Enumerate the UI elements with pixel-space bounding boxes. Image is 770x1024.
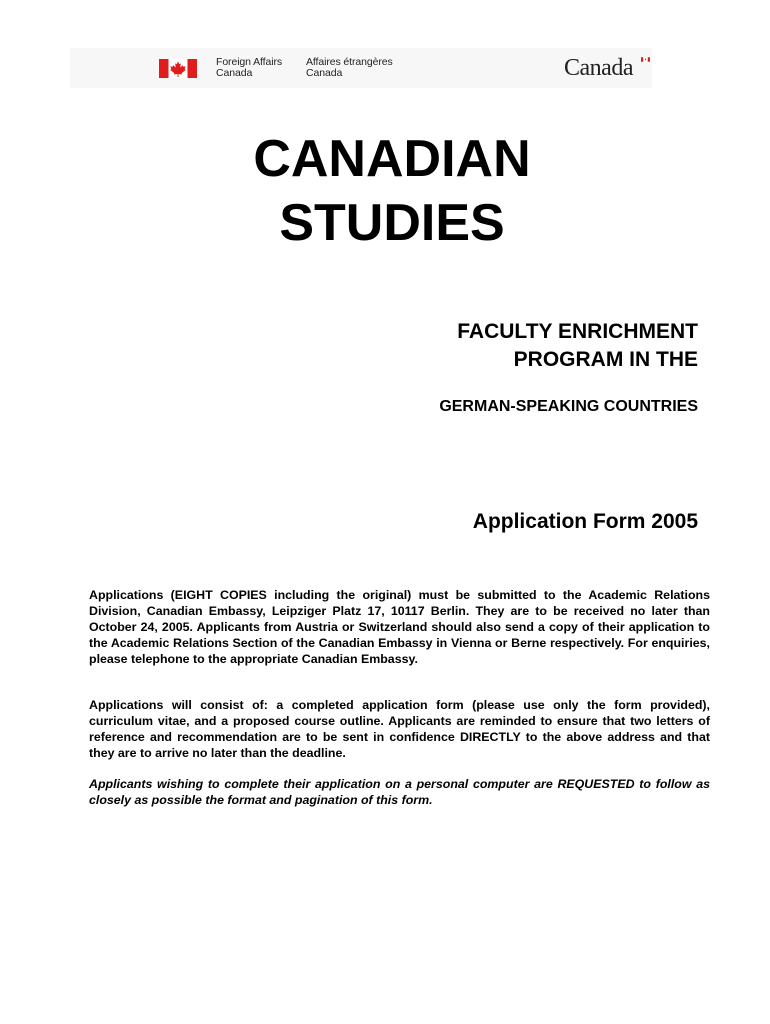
department-en-line-1: Foreign Affairs — [216, 56, 283, 68]
program-subtitle-line-2: PROGRAM IN THE — [513, 348, 698, 371]
canada-flag-icon — [158, 59, 198, 78]
wordmark-flag-icon — [641, 57, 650, 62]
department-name-english — [216, 57, 282, 79]
form-title: Application Form 2005 — [472, 510, 698, 533]
main-title — [0, 127, 770, 255]
instructions-paragraph-format: Applicants wishing to complete their application on a personal computer are REQUESTED to follow as closely as possible the format and pagination of this form. — [89, 777, 710, 807]
instructions-paragraph-contents: Applications will consist of: a completed application form (please use only the form provided), curriculum vitae, and a proposed course outline. Applicants are reminded to ensure that two letters of reference and recommendation are to be sent in confidence DIRECTLY to the above address and that they are to arrive no later than the deadline. — [89, 698, 710, 760]
department-name-french — [306, 57, 393, 79]
department-en-line-2: Canada — [216, 67, 253, 79]
department-fr-line-1: Affaires étrangères — [306, 56, 393, 68]
countries-heading: GERMAN-SPEAKING COUNTRIES — [439, 398, 698, 415]
program-subtitle-line-1: FACULTY ENRICHMENT — [457, 320, 698, 343]
instructions-paragraph-submission: Applications (EIGHT COPIES including the original) must be submitted to the Academic Relations Division, Canadian Embassy, Leipziger Platz 17, 10117 Berlin. They are to be received no later than October 24, 2005. Applicants from Austria or Switzerland should also send a copy of their application to the Academic Relations Section of the Canadian Embassy in Vienna or Berne respectively. For enquiries, please telephone to the appropriate Canadian Embassy. — [89, 588, 710, 666]
program-subtitle — [457, 318, 698, 374]
canada-wordmark — [564, 54, 652, 82]
canada-wordmark-text: Canada — [564, 55, 633, 81]
government-banner — [70, 48, 652, 88]
department-fr-line-2: Canada — [306, 67, 343, 79]
main-title-line-1: CANADIAN — [253, 130, 531, 188]
main-title-line-2: STUDIES — [279, 194, 505, 252]
